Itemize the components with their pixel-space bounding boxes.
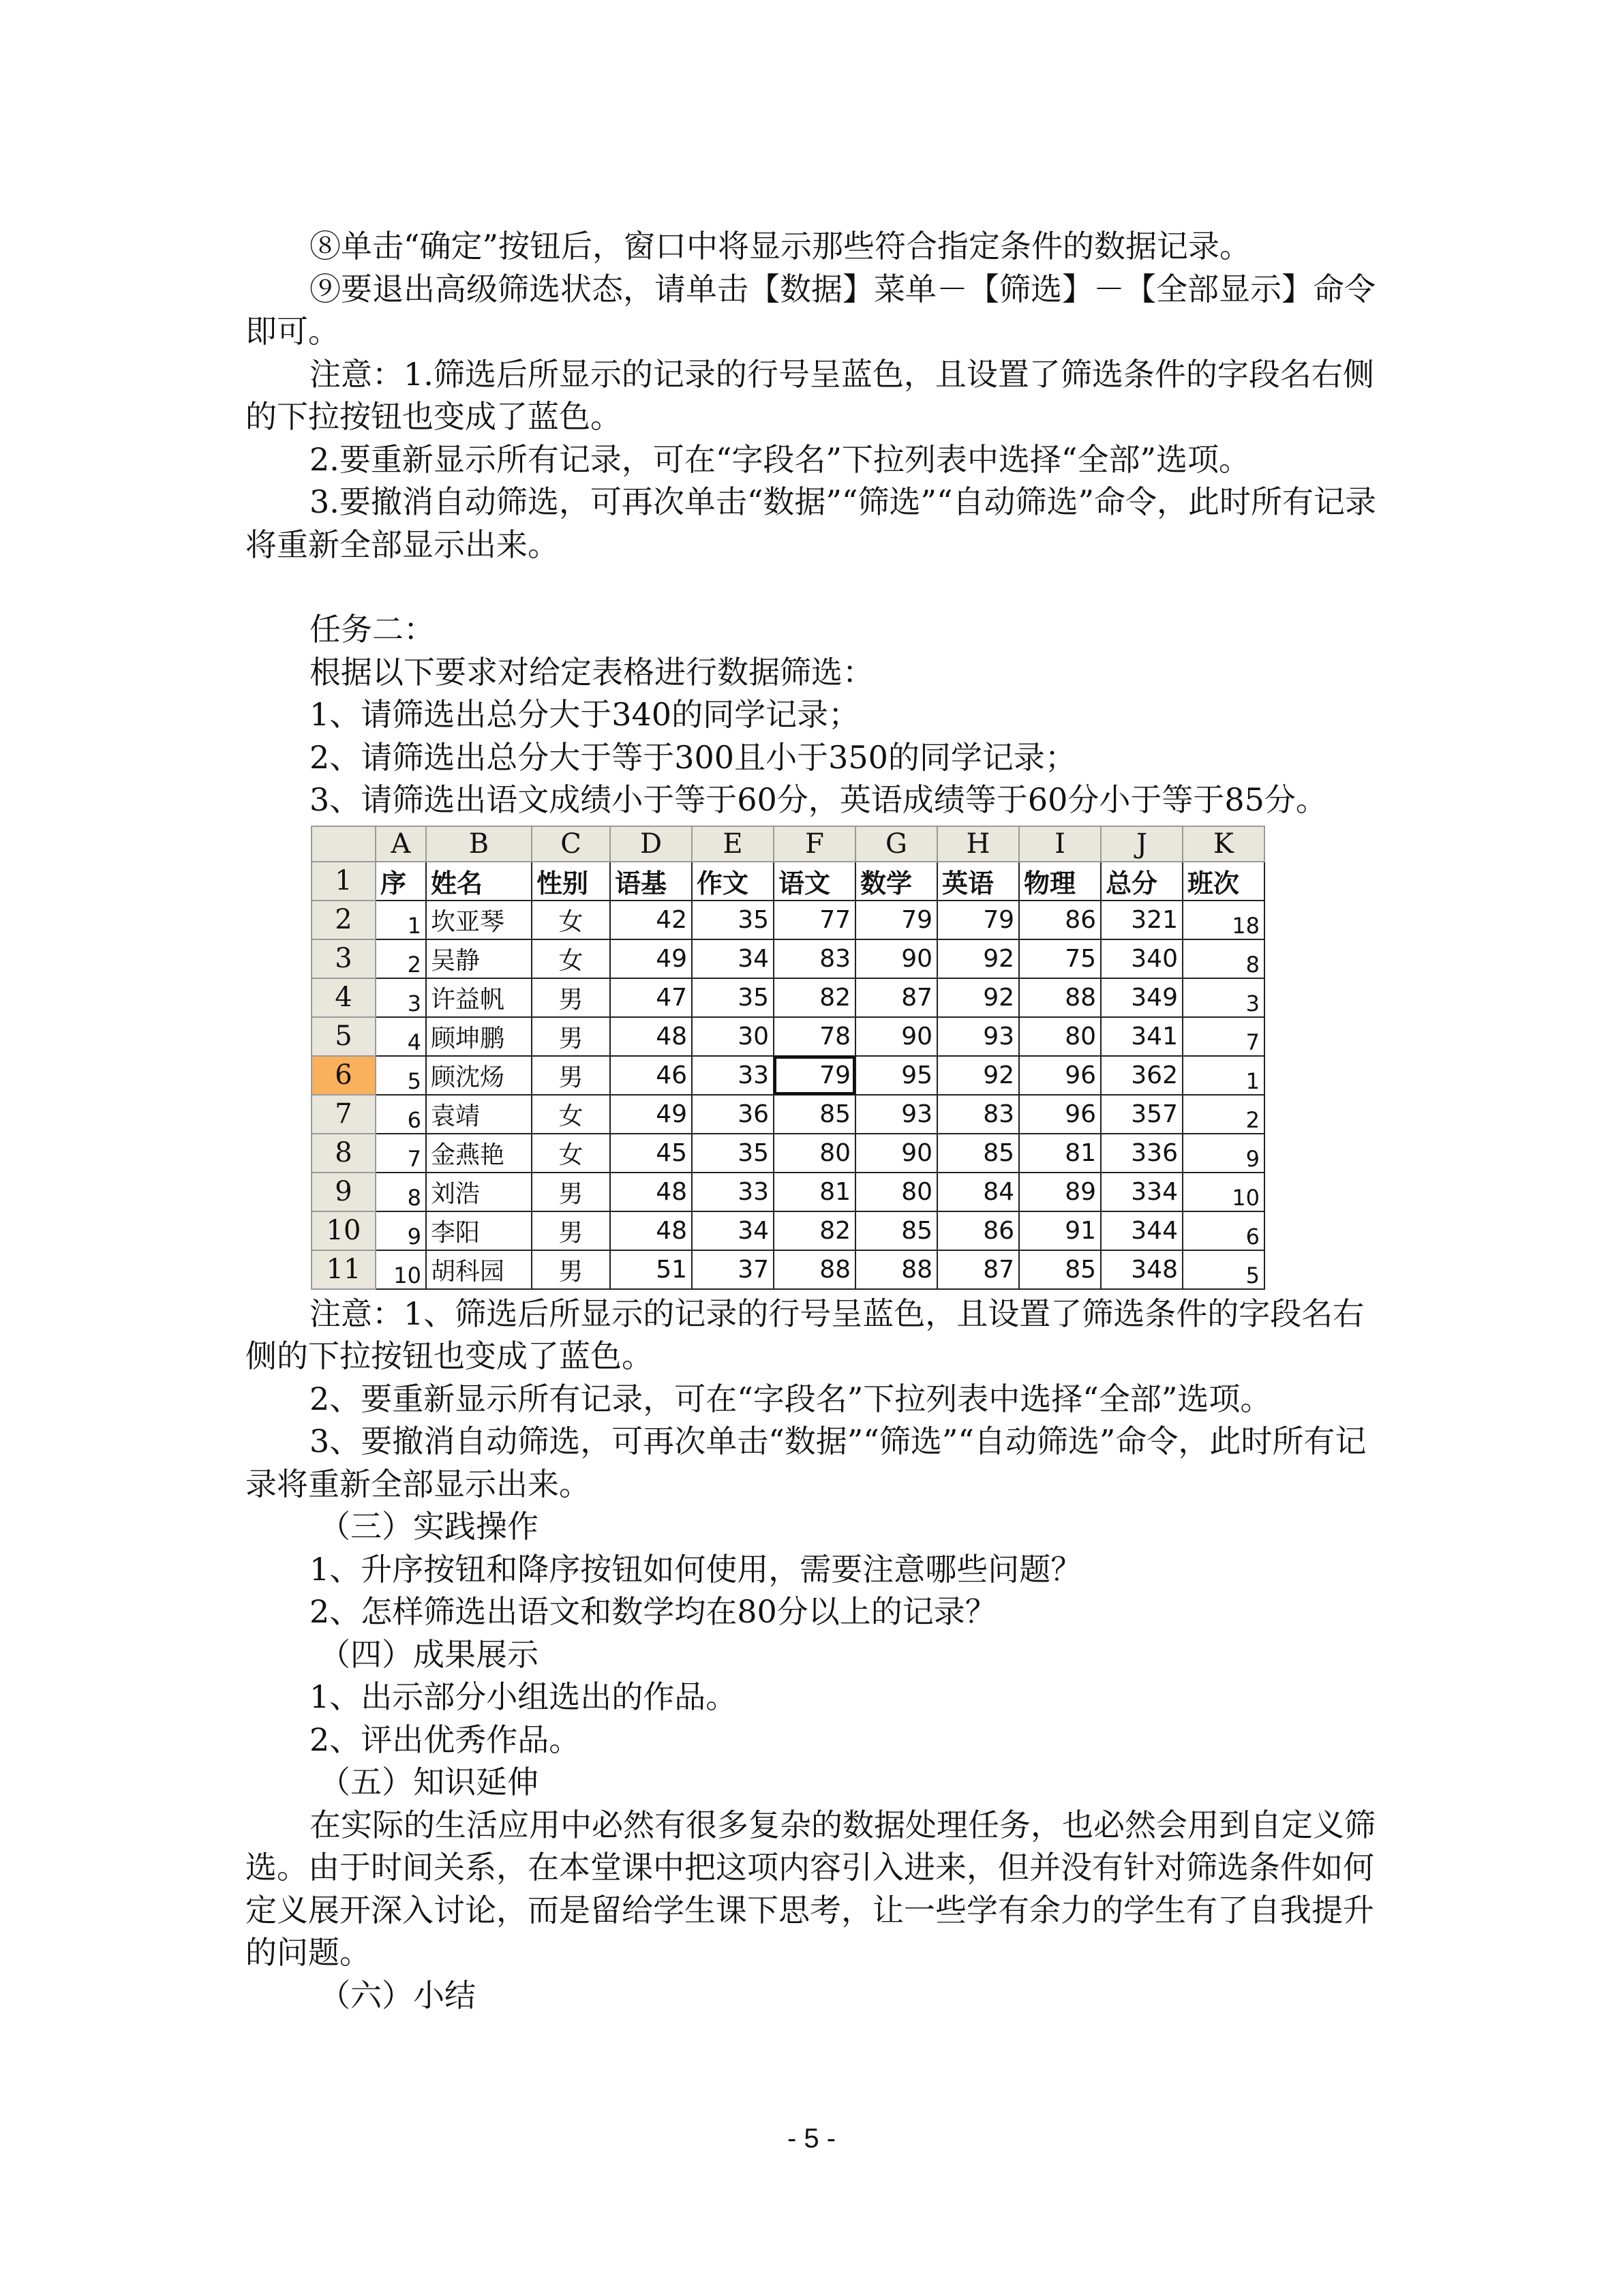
header-cell[interactable]: 英语 [937, 862, 1019, 901]
header-cell[interactable]: 作文 [692, 862, 774, 901]
table-cell[interactable]: 81 [1019, 1134, 1101, 1173]
header-cell[interactable]: 总分 [1101, 862, 1183, 901]
table-cell[interactable]: 88 [1019, 978, 1101, 1017]
table-cell[interactable]: 48 [610, 1173, 692, 1211]
table-cell[interactable]: 334 [1101, 1173, 1183, 1211]
table-cell[interactable]: 袁靖 [426, 1095, 532, 1134]
table-cell[interactable]: 48 [610, 1017, 692, 1056]
table-cell[interactable]: 80 [855, 1173, 937, 1211]
row-header[interactable]: 2 [312, 901, 376, 939]
column-header-h[interactable]: H [937, 826, 1019, 862]
table-cell[interactable]: 82 [774, 1211, 855, 1250]
table-cell[interactable]: 女 [532, 939, 610, 978]
table-cell[interactable]: 96 [1019, 1095, 1101, 1134]
table-cell[interactable]: 坎亚琴 [426, 901, 532, 939]
table-cell[interactable]: 42 [610, 901, 692, 939]
section3-item-1: 1、升序按钮和降序按钮如何使用，需要注意哪些问题？ [309, 1550, 1082, 1588]
table-cell[interactable]: 85 [855, 1211, 937, 1250]
table-cell[interactable]: 10 [376, 1250, 426, 1289]
table-row [312, 1017, 1264, 1056]
task2-intro: 根据以下要求对给定表格进行数据筛选： [309, 653, 874, 691]
header-cell[interactable]: 班次 [1183, 862, 1264, 901]
table-cell[interactable]: 348 [1101, 1250, 1183, 1289]
section3-title: （三）实践操作 [319, 1508, 539, 1545]
table-cell[interactable]: 75 [1019, 939, 1101, 978]
table-cell[interactable]: 吴静 [426, 939, 532, 978]
table-row [312, 978, 1264, 1017]
header-cell[interactable]: 性别 [532, 862, 610, 901]
table-cell[interactable]: 90 [855, 1134, 937, 1173]
row-header[interactable]: 3 [312, 939, 376, 978]
table-cell[interactable]: 90 [855, 1017, 937, 1056]
table-row [312, 1211, 1264, 1250]
section4-item-2: 2、评出优秀作品。 [309, 1721, 581, 1758]
table-cell[interactable]: 6 [1183, 1211, 1264, 1250]
section5-title: （五）知识延伸 [319, 1764, 539, 1800]
table-cell[interactable]: 87 [937, 1250, 1019, 1289]
table-cell[interactable]: 77 [774, 901, 855, 939]
column-header-e[interactable]: E [692, 826, 774, 862]
column-header-c[interactable]: C [532, 826, 610, 862]
note-2-text: 2.要重新显示所有记录，可在“字段名”下拉列表中选择“全部”选项。 [309, 440, 1250, 478]
table-cell[interactable]: 9 [1183, 1134, 1264, 1173]
table-cell[interactable]: 7 [1183, 1017, 1264, 1056]
table-cell[interactable]: 86 [1019, 901, 1101, 939]
table-cell[interactable]: 金燕艳 [426, 1134, 532, 1173]
page-number: - 5 - [787, 2124, 836, 2154]
column-header-g[interactable]: G [855, 826, 937, 862]
header-cell[interactable]: 序 [376, 862, 426, 901]
table-cell[interactable]: 8 [1183, 939, 1264, 978]
header-cell[interactable]: 物理 [1019, 862, 1101, 901]
table-cell[interactable]: 女 [532, 1095, 610, 1134]
table-cell[interactable]: 女 [532, 1134, 610, 1173]
table-cell[interactable]: 87 [855, 978, 937, 1017]
table-cell[interactable]: 79 [774, 1056, 855, 1095]
table-cell[interactable]: 女 [532, 901, 610, 939]
table-cell[interactable]: 男 [532, 1017, 610, 1056]
table-cell[interactable]: 3 [376, 978, 426, 1017]
header-cell[interactable]: 姓名 [426, 862, 532, 901]
table-cell[interactable]: 344 [1101, 1211, 1183, 1250]
table-cell[interactable]: 46 [610, 1056, 692, 1095]
table-cell[interactable]: 91 [1019, 1211, 1101, 1250]
table-cell[interactable]: 35 [692, 978, 774, 1017]
table-cell[interactable]: 85 [774, 1095, 855, 1134]
column-header-d[interactable]: D [610, 826, 692, 862]
section6-title: （六）小结 [319, 1976, 476, 2014]
table-cell[interactable]: 33 [692, 1173, 774, 1211]
column-header-a[interactable]: A [376, 826, 426, 862]
section5-text: 在实际的生活应用中必然有很多复杂的数据处理任务，也必然会用到自定义筛选。由于时间关系，在本堂课中把这项内容引入进来，但并没有针对筛选条件如何定义展开深入讨论，而是留给学生课下思考，让一些学有余力的学生有了自我提升的问题。 [245, 1806, 1376, 1971]
table-cell[interactable]: 顾坤鹏 [426, 1017, 532, 1056]
note-after-1: 注意：1、筛选后所显示的记录的行号呈蓝色，且设置了筛选条件的字段名右侧的下拉按钮也变成了蓝色。 [245, 1295, 1365, 1374]
table-cell[interactable]: 34 [692, 1211, 774, 1250]
table-row [312, 1134, 1264, 1173]
header-cell[interactable]: 语文 [774, 862, 855, 901]
spreadsheet-image [311, 826, 1377, 1290]
table-cell[interactable]: 83 [774, 939, 855, 978]
row-header[interactable]: 9 [312, 1173, 376, 1211]
table-cell[interactable]: 86 [937, 1211, 1019, 1250]
table-cell[interactable]: 90 [855, 939, 937, 978]
table-cell[interactable]: 340 [1101, 939, 1183, 978]
table-cell[interactable]: 9 [376, 1211, 426, 1250]
table-cell[interactable]: 336 [1101, 1134, 1183, 1173]
note-3-text: 3.要撤消自动筛选，可再次单击“数据”“筛选”“自动筛选”命令，此时所有记录将重新全部显示出来。 [245, 483, 1376, 563]
table-cell[interactable]: 362 [1101, 1056, 1183, 1095]
row-header[interactable]: 7 [312, 1095, 376, 1134]
section3-item-2: 2、怎样筛选出语文和数学均在80分以上的记录？ [309, 1593, 997, 1630]
header-cell[interactable]: 数学 [855, 862, 937, 901]
table-row [312, 1095, 1264, 1134]
table-cell[interactable]: 78 [774, 1017, 855, 1056]
table-cell[interactable]: 51 [610, 1250, 692, 1289]
table-cell[interactable]: 45 [610, 1134, 692, 1173]
table-cell[interactable]: 5 [376, 1056, 426, 1095]
row-header[interactable]: 11 [312, 1250, 376, 1289]
table-cell[interactable]: 男 [532, 1173, 610, 1211]
table-cell[interactable]: 48 [610, 1211, 692, 1250]
column-header-i[interactable]: I [1019, 826, 1101, 862]
table-cell[interactable]: 35 [692, 1134, 774, 1173]
table-cell[interactable]: 2 [376, 939, 426, 978]
table-cell[interactable]: 93 [937, 1017, 1019, 1056]
table-cell[interactable]: 36 [692, 1095, 774, 1134]
step-8-text: ⑧单击“确定”按钮后，窗口中将显示那些符合指定条件的数据记录。 [309, 228, 1252, 265]
row-header[interactable]: 6 [312, 1056, 376, 1095]
document-body [245, 225, 1377, 2016]
table-cell[interactable]: 84 [937, 1173, 1019, 1211]
table-cell[interactable]: 89 [1019, 1173, 1101, 1211]
step-9-text: ⑨要退出高级筛选状态，请单击【数据】菜单－【筛选】－【全部显示】命令即可。 [245, 270, 1376, 350]
table-cell[interactable]: 5 [1183, 1250, 1264, 1289]
table-cell[interactable]: 1 [376, 901, 426, 939]
column-header-f[interactable]: F [774, 826, 855, 862]
table-cell[interactable]: 胡科园 [426, 1250, 532, 1289]
table-cell[interactable]: 80 [1019, 1017, 1101, 1056]
table-cell[interactable]: 35 [692, 901, 774, 939]
table-cell[interactable]: 82 [774, 978, 855, 1017]
table-cell[interactable]: 顾沈炀 [426, 1056, 532, 1095]
table-cell[interactable]: 47 [610, 978, 692, 1017]
table-cell[interactable]: 96 [1019, 1056, 1101, 1095]
table-cell[interactable]: 李阳 [426, 1211, 532, 1250]
table-cell[interactable]: 83 [937, 1095, 1019, 1134]
row-header[interactable]: 1 [312, 862, 376, 901]
table-cell[interactable]: 男 [532, 1056, 610, 1095]
table-cell[interactable]: 2 [1183, 1095, 1264, 1134]
table-cell[interactable]: 30 [692, 1017, 774, 1056]
row-header[interactable]: 8 [312, 1134, 376, 1173]
table-cell[interactable]: 6 [376, 1095, 426, 1134]
table-cell[interactable]: 49 [610, 1095, 692, 1134]
column-header-k[interactable]: K [1183, 826, 1264, 862]
table-cell[interactable]: 88 [774, 1250, 855, 1289]
row-header[interactable]: 10 [312, 1211, 376, 1250]
table-cell[interactable]: 81 [774, 1173, 855, 1211]
table-cell[interactable]: 85 [1019, 1250, 1101, 1289]
note-after-2: 2、要重新显示所有记录，可在“字段名”下拉列表中选择“全部”选项。 [309, 1380, 1272, 1417]
table-cell[interactable]: 357 [1101, 1095, 1183, 1134]
table-cell[interactable]: 80 [774, 1134, 855, 1173]
table-cell[interactable]: 79 [937, 901, 1019, 939]
table-cell[interactable]: 10 [1183, 1173, 1264, 1211]
table-cell[interactable]: 92 [937, 939, 1019, 978]
table-cell[interactable]: 18 [1183, 901, 1264, 939]
table-row [312, 1056, 1264, 1095]
table-cell[interactable]: 88 [855, 1250, 937, 1289]
note-1-text: 注意：1.筛选后所显示的记录的行号呈蓝色，且设置了筛选条件的字段名右侧的下拉按钮也变成了蓝色。 [245, 355, 1374, 435]
table-cell[interactable]: 341 [1101, 1017, 1183, 1056]
table-row [312, 1173, 1264, 1211]
table-cell[interactable]: 349 [1101, 978, 1183, 1017]
table-row [312, 939, 1264, 978]
table-cell[interactable]: 33 [692, 1056, 774, 1095]
table-header-row [312, 862, 1264, 901]
column-header-j[interactable]: J [1101, 826, 1183, 862]
table-cell[interactable]: 男 [532, 1211, 610, 1250]
note-after-3: 3、要撤消自动筛选，可再次单击“数据”“筛选”“自动筛选”命令，此时所有记录将重新全部显示出来。 [245, 1423, 1367, 1502]
table-cell[interactable]: 95 [855, 1056, 937, 1095]
table-cell[interactable]: 男 [532, 1250, 610, 1289]
row-header[interactable]: 4 [312, 978, 376, 1017]
task2-item-1: 1、请筛选出总分大于340的同学记录； [309, 696, 860, 733]
table-cell[interactable]: 92 [937, 1056, 1019, 1095]
table-cell[interactable]: 许益帆 [426, 978, 532, 1017]
table-cell[interactable]: 3 [1183, 978, 1264, 1017]
row-header[interactable]: 5 [312, 1017, 376, 1056]
task2-title: 任务二： [309, 611, 435, 648]
header-cell[interactable]: 语基 [610, 862, 692, 901]
table-cell[interactable]: 男 [532, 978, 610, 1017]
table-cell[interactable]: 321 [1101, 901, 1183, 939]
section4-title: （四）成果展示 [319, 1635, 539, 1673]
table-cell[interactable]: 34 [692, 939, 774, 978]
select-all-corner[interactable] [312, 826, 376, 862]
section4-item-1: 1、出示部分小组选出的作品。 [309, 1678, 738, 1715]
table-cell[interactable]: 刘浩 [426, 1173, 532, 1211]
spreadsheet-table [311, 826, 1265, 1290]
table-cell[interactable]: 7 [376, 1134, 426, 1173]
table-cell[interactable]: 8 [376, 1173, 426, 1211]
table-cell[interactable]: 92 [937, 978, 1019, 1017]
table-cell[interactable]: 1 [1183, 1056, 1264, 1095]
task2-item-2: 2、请筛选出总分大于等于300且小于350的同学记录； [309, 738, 1076, 776]
column-header-row [312, 826, 1264, 862]
table-cell[interactable]: 85 [937, 1134, 1019, 1173]
table-row [312, 901, 1264, 939]
table-cell[interactable]: 37 [692, 1250, 774, 1289]
table-cell[interactable]: 93 [855, 1095, 937, 1134]
table-cell[interactable]: 79 [855, 901, 937, 939]
table-cell[interactable]: 49 [610, 939, 692, 978]
table-row [312, 1250, 1264, 1289]
table-cell[interactable]: 4 [376, 1017, 426, 1056]
column-header-b[interactable]: B [426, 826, 532, 862]
task2-item-3: 3、请筛选出语文成绩小于等于60分，英语成绩等于60分小于等于85分。 [309, 781, 1327, 818]
